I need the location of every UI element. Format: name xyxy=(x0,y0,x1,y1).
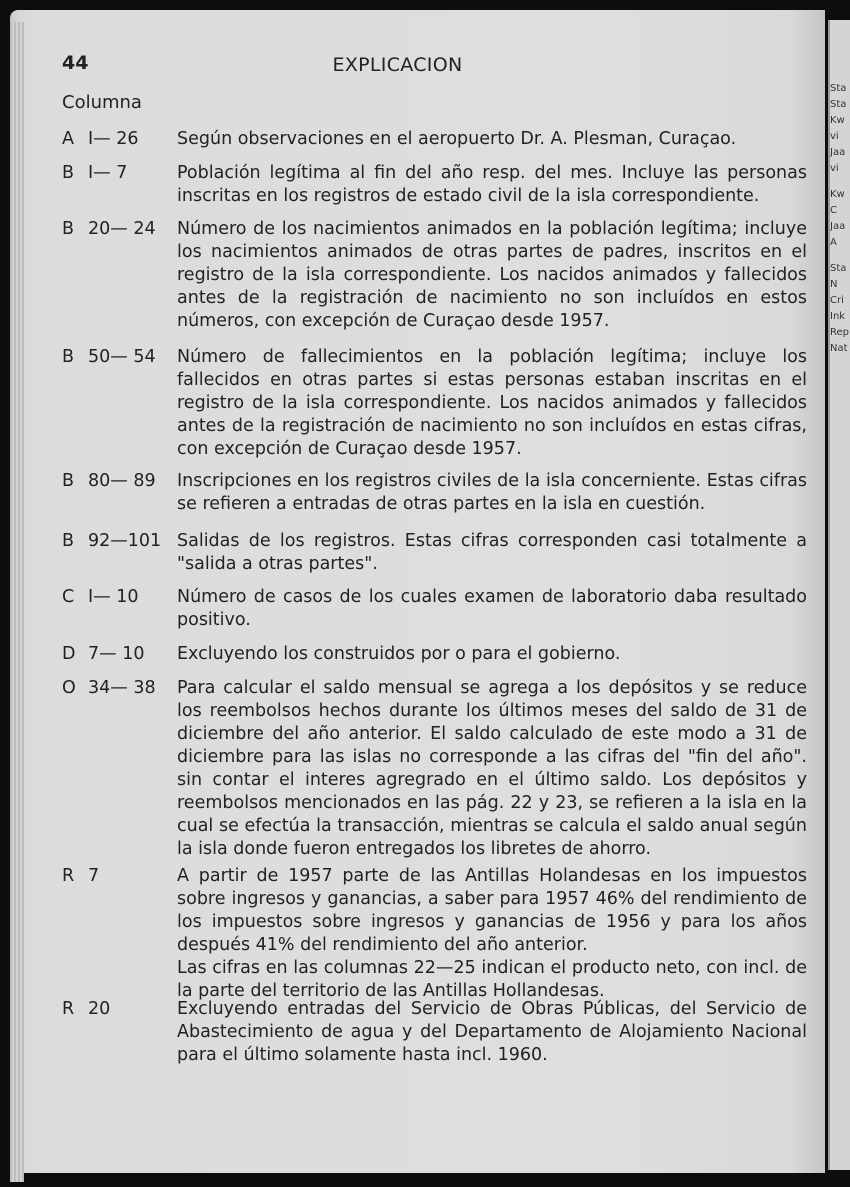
next-page-fragment: Sta xyxy=(830,263,847,274)
next-page-fragment: N xyxy=(830,279,838,290)
next-page-fragment: Sta xyxy=(830,83,847,94)
entry-D-7-10 xyxy=(62,643,807,666)
entry-text: Salidas de los registros. Estas cifras corresponden casi totalmente a "salida a otras partes". xyxy=(177,531,807,574)
next-page-fragment: C xyxy=(830,205,837,216)
entry-range: 7 xyxy=(88,866,100,886)
entry-text: Para calcular el saldo mensual se agrega a los depósitos y se reduce los reembolsos hechos durante los últimos meses del saldo de 31 de diciembre del año anterior. El saldo calculado de este modo a 31 de diciembre para las islas no corresponde a las cifras del "fin del año". sin contar el interes agregrado en el último saldo. Los depósitos y reembolsos mencionados en las pág. 22 y 23, se refieren a la isla en la cual se efectúa la transacción, mientras se calcula el saldo anual según la isla donde fueron entregados los libretes de ahorro. xyxy=(177,678,807,859)
next-page-fragment: A xyxy=(830,237,837,248)
next-page-fragment: Nat xyxy=(830,343,848,354)
entry-text: Número de casos de los cuales examen de laboratorio daba resultado positivo. xyxy=(177,587,807,630)
next-page-fragment: Ink xyxy=(830,311,846,322)
next-page-fragment: Jaa xyxy=(830,221,846,232)
entry-text: Excluyendo los construidos por o para el gobierno. xyxy=(177,644,621,664)
entry-A-1-26 xyxy=(62,128,807,151)
entry-letter: O xyxy=(62,678,76,698)
next-page-fragment: Rep xyxy=(830,327,849,338)
entry-letter: B xyxy=(62,471,75,491)
book-page xyxy=(10,10,825,1173)
page-stack-edge xyxy=(10,22,24,1182)
entry-range: 7— 10 xyxy=(88,644,145,664)
entry-range: I— 26 xyxy=(88,129,139,149)
next-page-fragment: vi xyxy=(830,131,839,142)
entry-text: A partir de 1957 parte de las Antillas Holandesas en los impuestos sobre ingresos y ganancias, a saber para 1957 46% del rendimiento de los impuestos sobre ingresos y ganancias de 1956 y para los años después 41% del rendimiento del año anterior. xyxy=(177,866,807,955)
adjacent-page-edge xyxy=(828,20,850,1170)
page-number: 44 xyxy=(62,52,89,74)
next-page-fragment: Kw xyxy=(830,189,845,200)
entry-letter: B xyxy=(62,531,75,551)
entry-R-20 xyxy=(62,998,807,1067)
entry-range: 20— 24 xyxy=(88,219,156,239)
entry-text: Según observaciones en el aeropuerto Dr. A. Plesman, Curaçao. xyxy=(177,129,737,149)
entry-letter: C xyxy=(62,587,75,607)
next-page-fragment: Jaa xyxy=(830,147,846,158)
entry-text: Inscripciones en los registros civiles de la isla concerniente. Estas cifras se refieren a entradas de otras partes en la isla en cuestión. xyxy=(177,471,807,514)
entry-O-34-38 xyxy=(62,677,807,861)
entry-letter: R xyxy=(62,866,75,886)
entry-B-92-101 xyxy=(62,530,807,576)
entry-text: Número de fallecimientos en la población legítima; incluye los fallecidos en otras partes si estas personas estaban inscritas en el registro de la isla correspondiente. Los nacidos animados y fallecidos antes de la registración de nacimiento no son incluídos en estas cifras, con excepción de Curaçao desde 1957. xyxy=(177,347,807,459)
entry-text-continued: Las cifras en las columnas 22—25 indican el producto neto, con incl. de la parte del territorio de las Antillas Hollandesas. xyxy=(177,958,807,1001)
entry-range: I— 7 xyxy=(88,163,128,183)
entry-B-80-89 xyxy=(62,470,807,516)
entry-letter: D xyxy=(62,644,76,664)
entry-text: Excluyendo entradas del Servicio de Obras Públicas, del Servicio de Abastecimiento de agua y del Departamento de Alojamiento Nacional para el último solamente hasta incl. 1960. xyxy=(177,999,807,1065)
entry-letter: A xyxy=(62,129,74,149)
entry-range: 92—101 xyxy=(88,531,162,551)
column-label: Columna xyxy=(62,92,142,113)
entry-range: 50— 54 xyxy=(88,347,156,367)
entry-text: Población legítima al fin del año resp. del mes. Incluye las personas inscritas en los registros de estado civil de la isla correspondiente. xyxy=(177,163,807,206)
entry-letter: B xyxy=(62,163,75,183)
entry-range: 20 xyxy=(88,999,111,1019)
entry-range: I— 10 xyxy=(88,587,139,607)
entry-letter: R xyxy=(62,999,75,1019)
entry-letter: B xyxy=(62,219,75,239)
page-title: EXPLICACION xyxy=(332,54,463,76)
entry-letter: B xyxy=(62,347,75,367)
next-page-fragment: Kw xyxy=(830,115,845,126)
entry-C-1-10 xyxy=(62,586,807,632)
entry-range: 34— 38 xyxy=(88,678,156,698)
entry-B-50-54 xyxy=(62,346,807,461)
entry-B-1-7 xyxy=(62,162,807,208)
entry-range: 80— 89 xyxy=(88,471,156,491)
next-page-fragment: Cri xyxy=(830,295,844,306)
next-page-fragment: vi xyxy=(830,163,839,174)
entry-B-20-24 xyxy=(62,218,807,333)
entry-text: Número de los nacimientos animados en la población legítima; incluye los nacimientos animados de otras partes de padres, inscritos en el registro de la isla correspondiente. Los nacidos animados y fallecidos antes de la registración de nacimiento no son incluídos en estos números, con excepción de Curaçao desde 1957. xyxy=(177,219,807,331)
entry-R-7 xyxy=(62,865,807,1003)
next-page-fragment: Sta xyxy=(830,99,847,110)
